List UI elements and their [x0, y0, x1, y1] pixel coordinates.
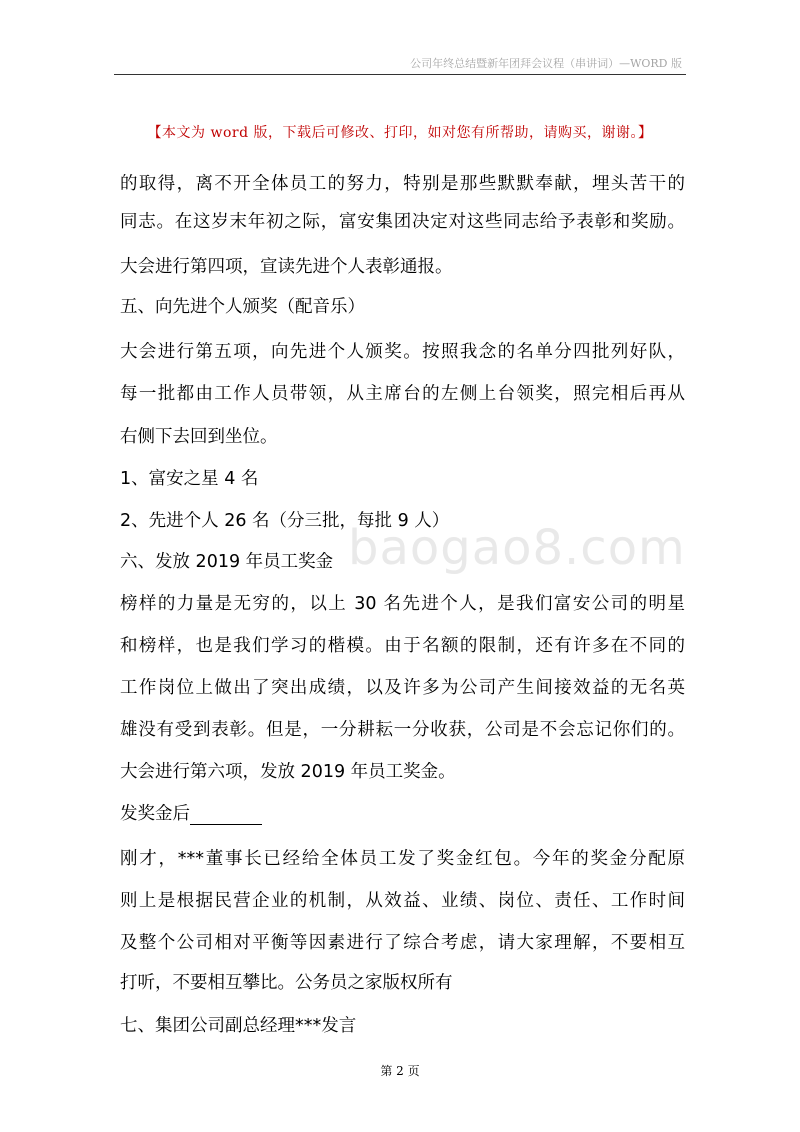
paragraph-line: 打听，不要相互攀比。公务员之家版权所有	[120, 973, 453, 993]
paragraph-line: 和榜样，也是我们学习的楷模。由于名额的限制，还有许多在不同的	[120, 636, 685, 656]
paragraph-line	[120, 800, 685, 825]
paragraph-line: 刚才，***董事长已经给全体员工发了奖金红包。今年的奖金分配原	[120, 849, 685, 869]
section-heading: 七、集团公司副总经理***发言	[120, 1016, 357, 1036]
paragraph-line: 的取得，离不开全体员工的努力，特别是那些默默奉献，埋头苦干的	[120, 174, 685, 194]
paragraph-line: 则上是根据民营企业的机制，从效益、业绩、岗位、责任、工作时间	[120, 891, 685, 911]
paragraph-line: 每一批都由工作人员带领，从主席台的左侧上台领奖，照完相后再从	[120, 384, 685, 404]
paragraph-line: 及整个公司相对平衡等因素进行了综合考虑，请大家理解，不要相互	[120, 933, 685, 953]
fill-in-blank	[190, 805, 262, 825]
paragraph-line: 榜样的力量是无穷的，以上 30 名先进个人，是我们富安公司的明星	[120, 594, 685, 614]
paragraph-line: 大会进行第六项，发放 2019 年员工奖金。	[120, 762, 456, 782]
running-header: 公司年终总结暨新年团拜会议程（串讲词）—WORD 版	[410, 57, 682, 70]
list-item: 1、富安之星 4 名	[120, 469, 259, 489]
list-item: 2、先进个人 26 名（分三批，每批 9 人）	[120, 511, 450, 531]
paragraph-line: 大会进行第四项，宣读先进个人表彰通报。	[120, 257, 453, 277]
paragraph-text: 发奖金后	[120, 804, 190, 824]
section-heading: 五、向先进个人颁奖（配音乐）	[120, 297, 365, 317]
paragraph-line: 工作岗位上做出了突出成绩，以及许多为公司产生间接效益的无名英	[120, 678, 685, 698]
paragraph-line: 右侧下去回到坐位。	[120, 427, 278, 447]
header-divider	[114, 74, 686, 75]
watermark: baogao8.com	[348, 520, 686, 576]
purchase-notice: 【本文为 word 版，下载后可修改、打印，如对您有所帮助，请购买，谢谢。】	[147, 125, 653, 141]
section-heading: 六、发放 2019 年员工奖金	[120, 552, 334, 572]
paragraph-line: 雄没有受到表彰。但是，一分耕耘一分收获，公司是不会忘记你们的。	[120, 720, 685, 740]
paragraph-line: 同志。在这岁末年初之际，富安集团决定对这些同志给予表彰和奖励。	[120, 212, 685, 232]
paragraph-line: 大会进行第五项，向先进个人颁奖。按照我念的名单分四批列好队，	[120, 342, 685, 362]
page-number: 第 2 页	[380, 1064, 420, 1078]
